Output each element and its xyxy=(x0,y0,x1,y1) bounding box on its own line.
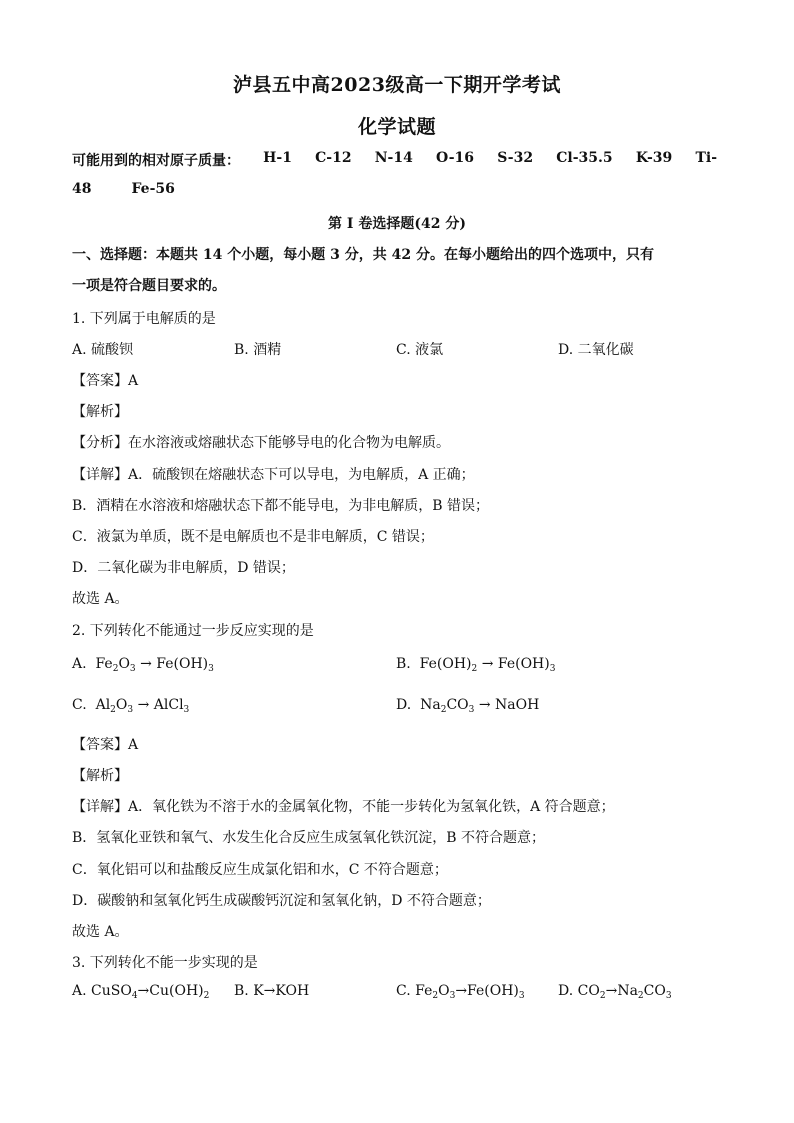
arrow-icon: → xyxy=(140,656,152,672)
q2-stem: 2. 下列转化不能通过一步反应实现的是 xyxy=(72,623,314,639)
q1-option-b: B. 酒精 xyxy=(234,342,282,358)
mass-s: S-32 xyxy=(497,150,534,166)
section-instruction-2: 一项是符合题目要求的。 xyxy=(72,278,226,294)
atomic-masses-row-2 xyxy=(72,181,175,197)
q2-analysis-line: D．碳酸钠和氢氧化钙生成碳酸钙沉淀和氢氧化钠，D 不符合题意； xyxy=(72,893,491,909)
q1-option-d: D. 二氧化碳 xyxy=(558,342,634,358)
q1-stem: 1. 下列属于电解质的是 xyxy=(72,311,216,327)
mass-c: C-12 xyxy=(315,150,352,166)
arrow-icon: → xyxy=(481,656,494,672)
q2-option-c: C. $Al_2O_3$ → AlCl$_3$ xyxy=(72,697,190,715)
q1-analysis-line: B．酒精在水溶液和熔融状态下都不能导电，为非电解质，B 错误； xyxy=(72,498,490,514)
arrow-icon: → xyxy=(137,697,150,713)
q1-option-a: A. 硫酸钡 xyxy=(72,342,134,358)
q2-option-a-letter: A. xyxy=(72,656,87,672)
q2-answer: 【答案】A xyxy=(72,737,139,753)
section-instruction-1: 一、选择题：本题共 14 个小题，每小题 3 分，共 42 分。在每小题给出的四个选项中，只有 xyxy=(72,247,654,263)
arrow-icon: → xyxy=(605,983,618,999)
q2-option-c-letter: C. xyxy=(72,697,87,713)
q2-option-b-letter: B. xyxy=(396,656,411,672)
q2-analysis-line: 【详解】A．氧化铁为不溶于水的金属氧化物，不能一步转化为氢氧化铁，A 符合题意； xyxy=(72,799,615,815)
q2-option-a: A. $Fe_2O_3 \to Fe(OH)_3$ xyxy=(72,656,214,674)
mass-k: K-39 xyxy=(635,150,673,166)
q2-option-b: B. $Fe(OH)_2 \to Fe(OH)_3$ xyxy=(396,656,556,674)
page-subtitle: 化学试题 xyxy=(357,116,436,138)
q1-option-c: C. 液氯 xyxy=(396,342,444,358)
q3-option-c: C. $Fe_2O_3\to Fe(OH)_3$ xyxy=(396,983,525,1001)
q2-analysis-line: B．氢氧化亚铁和氧气、水发生化合反应生成氢氧化铁沉淀，B 不符合题意； xyxy=(72,830,546,846)
q2-option-d-letter: D. xyxy=(396,697,412,713)
arrow-icon: → xyxy=(137,983,150,999)
q1-analysis-line: 故选 A。 xyxy=(72,591,129,607)
atomic-masses-row xyxy=(72,150,717,170)
q3-option-d: D. $CO_2\to Na_2CO_3$ xyxy=(558,983,672,1001)
mass-ti: Ti- xyxy=(695,150,717,166)
mass-n: N-14 xyxy=(374,150,413,166)
q3-option-a: A. $CuSO_4\to Cu(OH)_2$ xyxy=(72,983,210,1001)
q2-analysis-line: C．氧化铝可以和盐酸反应生成氯化铝和水，C 不符合题意； xyxy=(72,862,448,878)
mass-h: H-1 xyxy=(263,150,292,166)
q2-analysis-label: 【解析】 xyxy=(72,768,128,784)
mass-ti-value: 48 xyxy=(72,181,92,197)
mass-cl: Cl-35.5 xyxy=(556,150,613,166)
arrow-icon: → xyxy=(263,983,276,999)
q1-analysis-label: 【解析】 xyxy=(72,404,128,420)
q1-answer: 【答案】A xyxy=(72,373,139,389)
section-title: 第 I 卷选择题(42 分) xyxy=(328,216,466,232)
q3-stem: 3. 下列转化不能一步实现的是 xyxy=(72,955,258,971)
q2-option-d: D. $Na_2CO_3$ → NaOH xyxy=(396,697,540,715)
q1-analysis-line: 【详解】A．硫酸钡在熔融状态下可以导电，为电解质，A 正确； xyxy=(72,467,475,483)
arrow-icon: → xyxy=(478,697,491,713)
page-title: 泸县五中高2023级高一下期开学考试 xyxy=(233,74,561,96)
arrow-icon: → xyxy=(455,983,468,999)
q1-analysis-line: 【分析】在水溶液或熔融状态下能够导电的化合物为电解质。 xyxy=(72,435,450,451)
mass-o: O-16 xyxy=(436,150,475,166)
q3-option-b: B. K→KOH xyxy=(234,983,310,999)
atomic-masses-label: 可能用到的相对原子质量： xyxy=(72,153,240,169)
q1-analysis-line: D．二氧化碳为非电解质，D 错误； xyxy=(72,560,295,576)
q2-analysis-line: 故选 A。 xyxy=(72,924,129,940)
q1-analysis-line: C．液氯为单质，既不是电解质也不是非电解质，C 错误； xyxy=(72,529,434,545)
mass-fe: Fe-56 xyxy=(131,181,175,197)
